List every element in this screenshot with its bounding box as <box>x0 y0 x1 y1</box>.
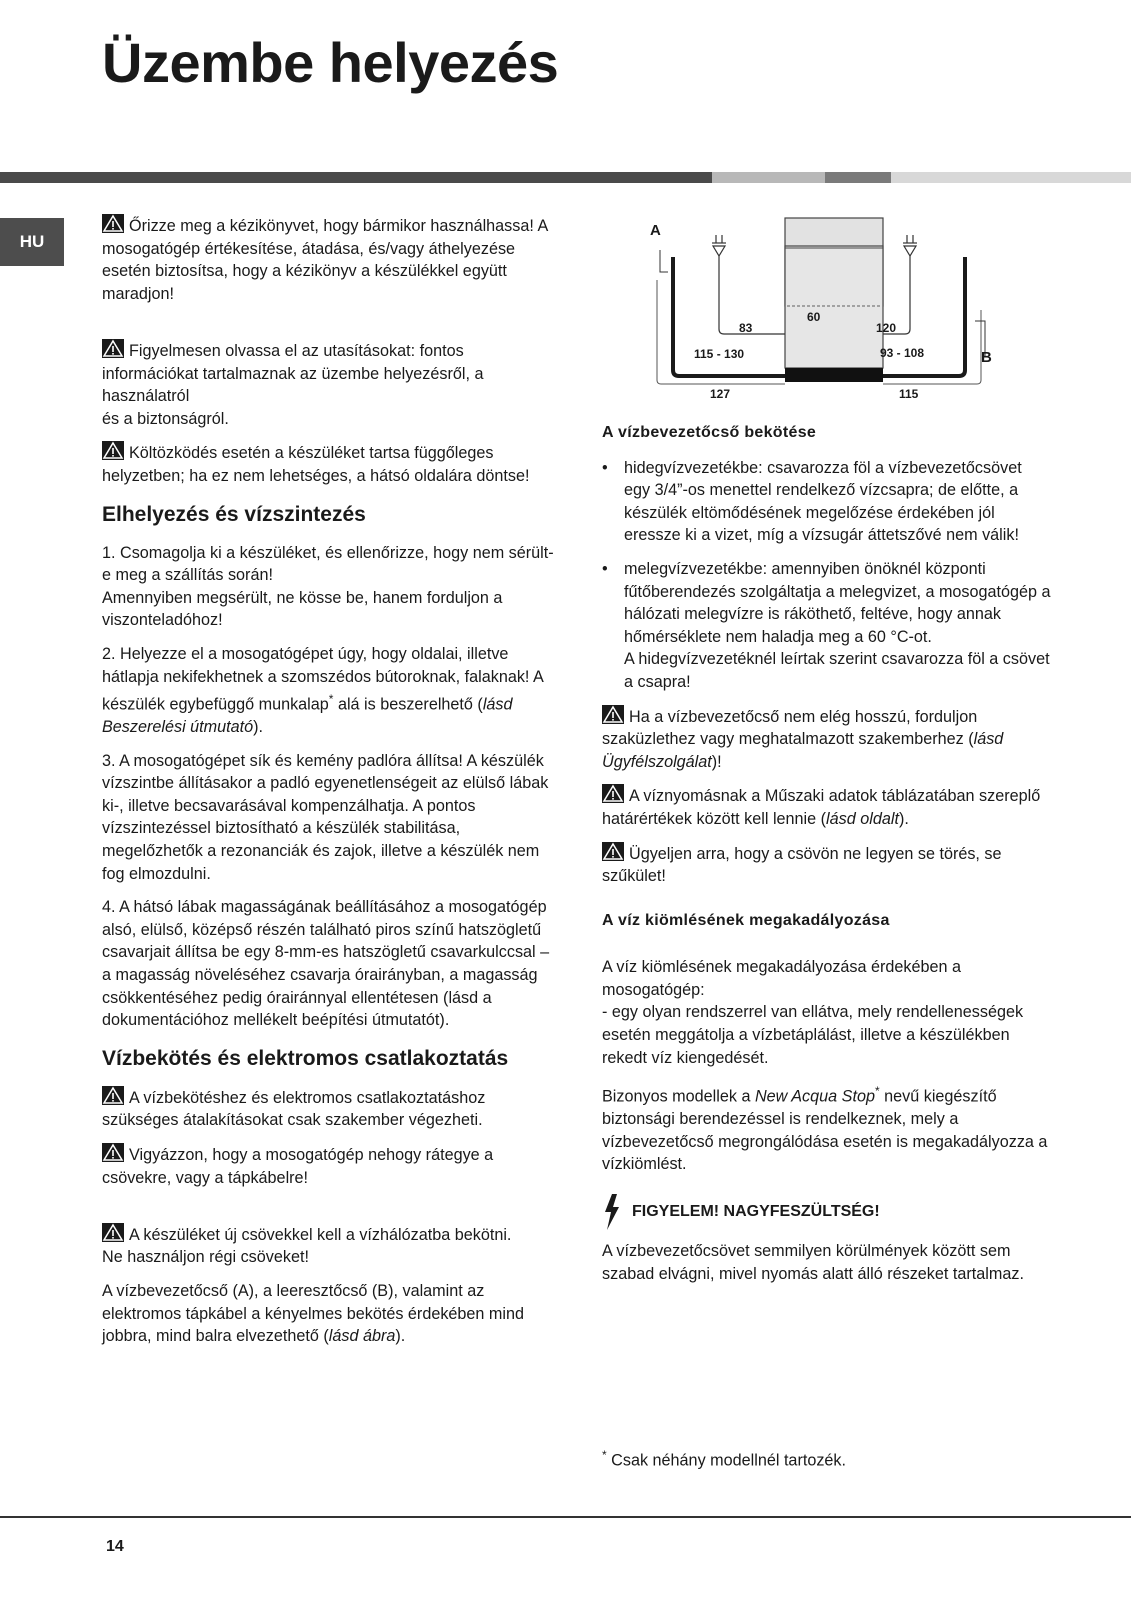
product-name: New Acqua Stop <box>754 1087 875 1106</box>
warning-icon <box>102 1143 124 1162</box>
label-b: B <box>981 349 992 366</box>
lightning-bolt-icon <box>602 1194 622 1230</box>
tap-icon-left <box>712 235 785 334</box>
warning-text: Ügyeljen arra, hogy a csövön ne legyen se törés, se szűkület! <box>602 844 1002 886</box>
installation-diagram <box>650 210 1030 410</box>
body-text: nevű kiegészítő biztonsági berendezéssel is rendelkeznek, mely a vízbevezetőcső megrongálódása esetén is megakadályozza a vízkiömlést. <box>602 1087 1048 1174</box>
footer-rule <box>0 1516 1131 1518</box>
warning-icon <box>102 339 124 358</box>
reference-text: lásd Beszerelési útmutató <box>102 695 513 737</box>
left-column <box>102 214 554 1359</box>
label-a-leader <box>660 250 668 272</box>
step-paragraph: 1. Csomagolja ki a készüléket, és ellenőrizze, hogy nem sérült-e meg a szállítás során! Amennyiben megsérült, ne kösse be, hanem forduljon a viszonteladóhoz! <box>102 543 554 630</box>
warning-icon <box>102 214 124 233</box>
warning-text: )! <box>711 752 722 771</box>
warning-paragraph <box>602 784 1052 830</box>
label-a: A <box>650 222 661 239</box>
dim-83: 83 <box>739 321 753 335</box>
outline-left <box>657 280 785 384</box>
dim-115-130: 115 - 130 <box>694 347 745 361</box>
high-voltage-warning <box>602 1194 1052 1230</box>
step-text: 2. Helyezze el a mosogatógépet úgy, hogy oldalai, illetve hátlapja nekifekhetnek a szomszédos bútoroknak, falaknak! A készülék egybefüggő munkalap <box>102 644 543 714</box>
body-paragraph <box>102 1280 554 1348</box>
warning-paragraph <box>602 705 1052 774</box>
warning-text: ). <box>898 809 909 828</box>
section-heading: Elhelyezés és vízszintezés <box>102 502 366 526</box>
warning-heading: FIGYELEM! NAGYFESZÜLTSÉG! <box>632 1202 880 1220</box>
header-bar-segment <box>891 172 1131 183</box>
section-heading: A vízbevezetőcső bekötése <box>602 424 817 441</box>
reference-text: lásd ábra <box>328 1327 396 1346</box>
warning-paragraph <box>102 214 554 305</box>
reference-text: lásd Ügyfélszolgálat <box>602 730 1004 771</box>
body-text: A vízbevezetőcső (A), a leeresztőcső (B), valamint az elektromos tápkábel a kényelmes bekötés érdekében mind jobbra, mind balra elvezethető ( <box>102 1281 525 1346</box>
warning-text: Figyelmesen olvassa el az utasításokat: fontos információkat tartalmaznak az üzembe helyezésről, a használatról és a biztonságról. <box>102 341 484 428</box>
inlet-list <box>602 457 1052 694</box>
warning-text: Ha a vízbevezetőcső nem elég hosszú, forduljon szaküzlethez vagy meghatalmazott szakemberhez ( <box>602 707 978 749</box>
step-paragraph <box>102 643 554 739</box>
section-heading: A víz kiömlésének megakadályozása <box>602 911 890 929</box>
header-bar-segment <box>0 172 712 183</box>
dim-93-108: 93 - 108 <box>880 346 925 360</box>
page-number: 14 <box>106 1538 124 1555</box>
list-item-text: hidegvízvezetékbe: csavarozza föl a vízbevezetőcsövet egy 3/4”-os menettel rendelkező vízcsapra; de előtte, a készülék eltömődésének megelőzése érdekében jól eressze ki a vizet, míg a vízsugár áttetszővé nem válik! <box>624 458 1022 545</box>
header-bar-segment <box>825 172 891 183</box>
step-text: ). <box>253 718 264 737</box>
warning-text: A vízbekötéshez és elektromos csatlakoztatáshoz szükséges átalakításokat csak szakember végezheti. <box>102 1088 486 1130</box>
warning-icon <box>102 441 124 460</box>
appliance-base <box>785 368 883 382</box>
warning-icon <box>602 784 624 803</box>
tap-icon-right <box>883 235 917 334</box>
right-column <box>602 422 1052 1296</box>
warning-icon <box>102 1086 124 1105</box>
warning-paragraph <box>102 1143 554 1189</box>
reference-text: lásd oldalt <box>826 809 899 828</box>
appliance-body <box>785 246 883 368</box>
warning-paragraph <box>102 1086 554 1132</box>
header-bar-segment <box>712 172 825 183</box>
page-title: Üzembe helyezés <box>102 31 559 94</box>
body-text: Bizonyos modellek a <box>602 1087 755 1106</box>
bullet-icon: • <box>602 458 608 477</box>
warning-icon <box>602 705 624 724</box>
warning-icon <box>602 842 624 861</box>
dim-120: 120 <box>876 321 897 335</box>
asterisk-mark: * <box>602 1448 607 1462</box>
bullet-icon: • <box>602 559 608 578</box>
step-text: alá is beszerelhető ( <box>333 695 483 714</box>
section-heading: Vízbekötés és elektromos csatlakoztatás <box>102 1046 509 1070</box>
warning-paragraph <box>102 1200 554 1269</box>
step-paragraph: 4. A hátsó lábak magasságának beállításához a mosogatógép alsó, elülső, középső részén található piros színű hatszögletű csavarjait állítsa be egy 8-mm-es hatszögletű csavarkulccsal – a magasság növeléséhez csavarja órairányban, a magasság csökkentéséhez pedig órairánnyal ellentétesen (lásd a dokumentációhoz mellékelt beépítési útmutatót). <box>102 898 550 1030</box>
body-paragraph <box>602 1080 1052 1176</box>
step-paragraph: 3. A mosogatógépet sík és kemény padlóra állítsa! A készülék vízszintbe állításakor a padló egyenetlenségeit az elülső lábak ki-, illetve becsavarásával kompenzálhatja. A pontos vízszintezéssel biztosítható a készülék stabilitása, megelőzhetők a rezonanciák és zajok, illetve a készülék nem fog elmozdulni. <box>102 751 549 883</box>
warning-icon <box>102 1223 124 1242</box>
list-item-text: melegvízvezetékbe: amennyiben önöknél központi fűtőberendezés szolgáltatja a melegvizet, a mosogatógép a hálózati melegvízre is ráköthető, feltéve, hogy annak hőmérséklete nem haladja meg a 60 °C-ot. A hidegvízvezetéknél leírtak szerint csavarozza föl a csövet a csapra! <box>624 559 1051 691</box>
dim-115: 115 <box>899 387 919 401</box>
dim-127: 127 <box>710 387 731 401</box>
warning-text: Vigyázzon, hogy a mosogatógép nehogy rátegye a csövekre, vagy a tápkábelre! <box>102 1145 494 1187</box>
warning-text: Költözködés esetén a készüléket tartsa függőleges helyzetben; ha ez nem lehetséges, a hátsó oldalára döntse! <box>102 444 530 485</box>
list-item <box>602 558 1052 694</box>
body-paragraph: A víz kiömlésének megakadályozása érdekében a mosogatógép: - egy olyan rendszerrel van ellátva, mely rendellenességek esetén meggátolja a vízbetáplálást, illetve a készülékben rekedt víz kiengedését. <box>602 958 1024 1067</box>
footnote-text: Csak néhány modellnél tartozék. <box>611 1451 847 1470</box>
asterisk-mark: * <box>874 1084 880 1099</box>
language-tab: HU <box>0 218 64 266</box>
dim-60: 60 <box>807 310 821 324</box>
warning-paragraph <box>102 316 554 430</box>
warning-text: A készüléket új csövekkel kell a vízhálózatba bekötni. Ne használjon régi csöveket! <box>102 1225 512 1267</box>
list-item <box>602 457 1052 547</box>
body-text: ). <box>395 1327 406 1346</box>
warning-paragraph <box>102 441 554 487</box>
warning-paragraph <box>602 842 1052 888</box>
footnote <box>602 1448 846 1470</box>
asterisk-mark: * <box>328 692 334 707</box>
warning-text: A víznyomásnak a Műszaki adatok táblázatában szereplő határértékek között kell lennie ( <box>602 787 1041 828</box>
body-paragraph: A vízbevezetőcsövet semmilyen körülmények között sem szabad elvágni, mivel nyomás alatt álló részeket tartalmaz. <box>602 1242 1024 1283</box>
warning-text: Őrizze meg a kézikönyvet, hogy bármikor használhassa! A mosogatógép értékesítése, átadása, és/vagy áthelyezése esetén biztosítsa, hogy a kézikönyv a készülékkel együtt maradjon! <box>102 217 548 303</box>
